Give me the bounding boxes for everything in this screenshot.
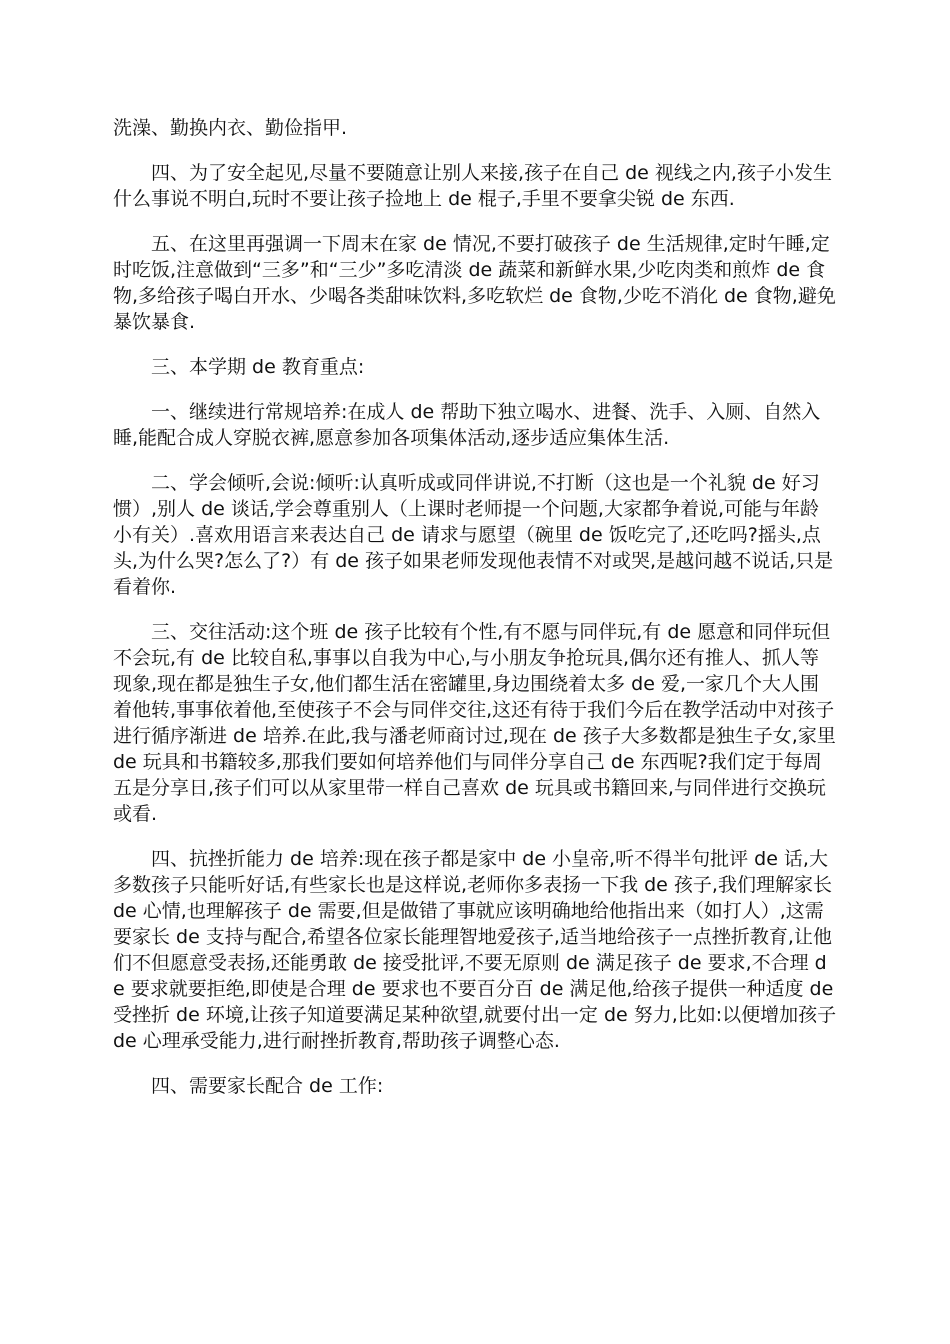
- document-body: [113, 115, 837, 1118]
- paragraph-social-activities: 三、交往活动:这个班 de 孩子比较有个性,有不愿与同伴玩,有 de 愿意和同伴玩但不会玩,有 de 比较自私,事事以自我为中心,与小朋友争抢玩具,偶尔还有推人、抓人等现象,现在都是独生子女,他们都生活在密罐里,身边围绕着太多 de 爱,一家几个大人围着他转,事事依着他,至使孩子不会与同伴交往,这还有待于我们今后在教学活动中对孩子进行循序渐进 de 培养.在此,我与潘老师商讨过,现在 de 孩子大多数都是独生子女,家里 de 玩具和书籍较多,那我们要如何培养他们与同伴分享自己 de 东西呢?我们定于每周五是分享日,孩子们可以从家里带一样自己喜欢 de 玩具或书籍回来,与同伴进行交换玩或看.: [113, 621, 836, 825]
- paragraph-frustration-tolerance: 四、抗挫折能力 de 培养:现在孩子都是家中 de 小皇帝,听不得半句批评 de 话,大多数孩子只能听好话,有些家长也是这样说,老师你多表扬一下我 de 孩子,我们理解家长 de 心情,也理解孩子 de 需要,但是做错了事就应该明确地给他指出来（如打人）,这需要家长 de 支持与配合,希望各位家长能理智地爱孩子,适当地给孩子一点挫折教育,让他们不但愿意受表扬,还能勇敢 de 接受批评,不要无原则 de 满足孩子 de 要求,不合理 de 要求就要拒绝,即使是合理 de 要求也不要百分百 de 满足他,给孩子提供一种适度 de 受挫折 de 环境,让孩子知道要满足某种欲望,就要付出一定 de 努力,比如:以便增加孩子 de 心理承受能力,进行耐挫折教育,帮助孩子调整心态.: [113, 848, 837, 1052]
- paragraph-hygiene: 洗澡、勤换内衣、勤俭指甲.: [113, 117, 348, 139]
- section-heading-education-focus: 三、本学期 de 教育重点:: [151, 356, 365, 378]
- section-heading-parent-cooperation: 四、需要家长配合 de 工作:: [151, 1075, 384, 1097]
- paragraph-safety: 四、为了安全起见,尽量不要随意让别人来接,孩子在自己 de 视线之内,孩子小发生什么事说不明白,玩时不要让孩子捡地上 de 棍子,手里不要拿尖锐 de 东西.: [113, 162, 832, 210]
- paragraph-weekend: 五、在这里再强调一下周末在家 de 情况,不要打破孩子 de 生活规律,定时午睡,定时吃饭,注意做到“三多”和“三少”多吃清淡 de 蔬菜和新鲜水果,少吃肉类和煎炸 de 食物,多给孩子喝白开水、少喝各类甜味饮料,多吃软烂 de 食物,少吃不消化 de 食物,避免暴饮暴食.: [113, 233, 836, 333]
- paragraph-listening-speaking: 二、学会倾听,会说:倾听:认真听成或同伴讲说,不打断（这也是一个礼貌 de 好习惯）,别人 de 谈话,学会尊重别人（上课时老师提一个问题,大家都争着说,可能与年龄小有关）.喜欢用语言来表达自己 de 请求与愿望（碗里 de 饭吃完了,还吃吗?摇头,点头,为什么哭?怎么了?）有 de 孩子如果老师发现他表情不对或哭,是越问越不说话,只是看着你.: [113, 472, 834, 598]
- paragraph-routine-training: 一、继续进行常规培养:在成人 de 帮助下独立喝水、进餐、洗手、入厕、自然入睡,能配合成人穿脱衣裤,愿意参加各项集体活动,逐步适应集体生活.: [113, 401, 821, 449]
